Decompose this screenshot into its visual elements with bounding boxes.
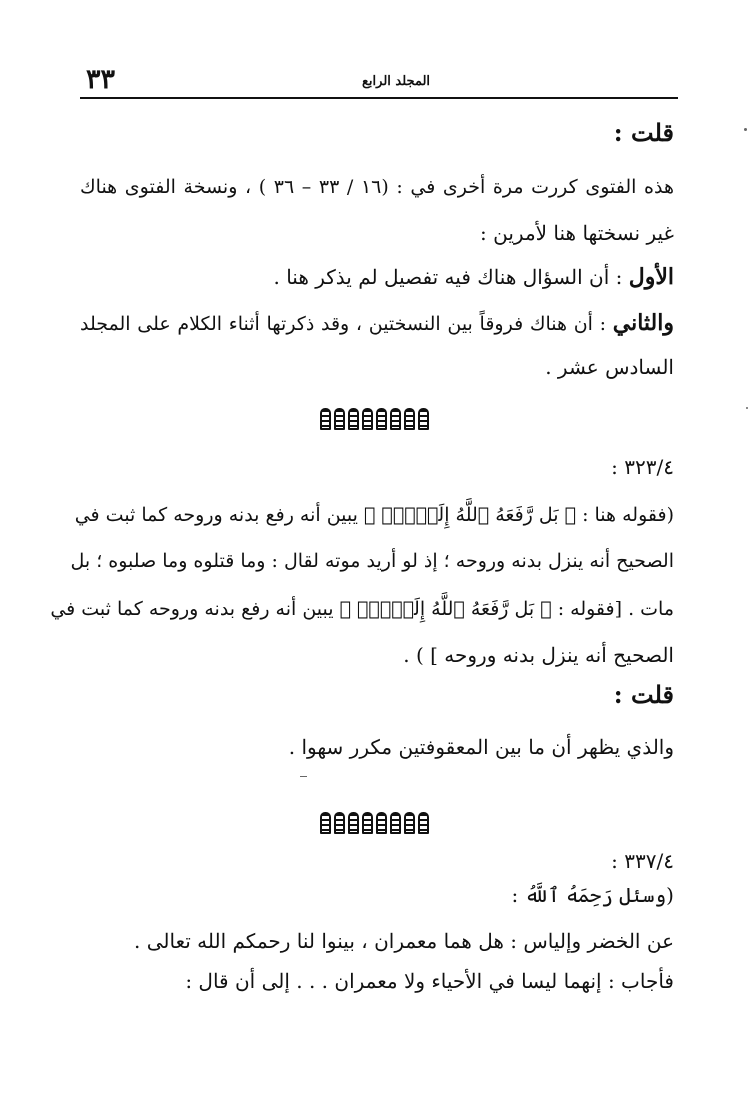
volume-page-reference: ٣٣٧/٤ : <box>611 849 674 873</box>
first-text: : أن السؤال هناك فيه تفصيل لم يذكر هنا . <box>273 265 623 289</box>
question-line: عن الخضر وإلياس : هل هما معمران ، بينوا لنا رحمكم الله تعالى . <box>134 929 674 953</box>
quote-line <box>74 500 674 530</box>
first-reason <box>274 262 675 292</box>
scan-speck <box>746 407 748 409</box>
paragraph-line: غير نسختها هنا لأمرين : <box>480 221 674 245</box>
quote-line: الصحيح أنه ينزل بدنه وروحه ؛ إذ لو أريد موته لقال : وما قتلوه وما صلبوه ؛ بل <box>70 550 674 572</box>
first-label: الأول <box>628 264 674 290</box>
second-text: : أن هناك فروقاً بين النسختين ، وقد ذكرتها أثناء الكلام على المجلد <box>80 313 607 335</box>
section-divider-ornament <box>320 812 429 836</box>
paragraph-line: السادس عشر . <box>545 355 674 379</box>
paragraph-line: هذه الفتوى كررت مرة أخرى في : (١٦ / ٣٣ – ٣٦ ) ، ونسخة الفتوى هناك <box>80 176 674 198</box>
question-intro: (وسئل رَحِمَهُ ٱللَّهُ : <box>511 883 674 907</box>
quran-verse: ﴿ بَل رَّفَعَهُ ٱللَّهُ إِلَيۡهِۚ ﴾ <box>339 598 552 620</box>
quote-text: (فقوله هنا : <box>582 504 674 526</box>
qult-heading-1: قلت : <box>613 118 674 147</box>
page-number: ٣٣ <box>86 64 116 95</box>
comment-line: والذي يظهر أن ما بين المعقوفتين مكرر سهوا . <box>288 735 674 759</box>
header-rule <box>80 97 678 99</box>
page-header <box>80 64 676 98</box>
quote-text: يبين أنه رفع بدنه وروحه كما ثبت في <box>74 504 358 526</box>
qult-heading-2: قلت : <box>613 680 674 709</box>
second-label: والثاني <box>612 310 674 336</box>
running-title: المجلد الرابع <box>362 74 431 89</box>
quote-line: الصحيح أنه ينزل بدنه وروحه ] ) . <box>403 643 674 667</box>
quote-line <box>50 594 674 624</box>
quote-text: مات . [فقوله : <box>557 598 674 620</box>
quote-text: يبين أنه رفع بدنه وروحه كما ثبت في <box>50 598 334 620</box>
section-divider-ornament <box>320 408 429 432</box>
answer-line: فأجاب : إنهما ليسا في الأحياء ولا معمران . . . إلى أن قال : <box>185 969 674 993</box>
scan-speck <box>744 128 747 131</box>
quran-verse: ﴿ بَل رَّفَعَهُ ٱللَّهُ إِلَيۡهِۚ ﴾ <box>363 504 577 526</box>
scan-mark <box>300 776 307 777</box>
second-reason <box>80 308 674 339</box>
volume-page-reference: ٣٢٣/٤ : <box>611 455 674 479</box>
